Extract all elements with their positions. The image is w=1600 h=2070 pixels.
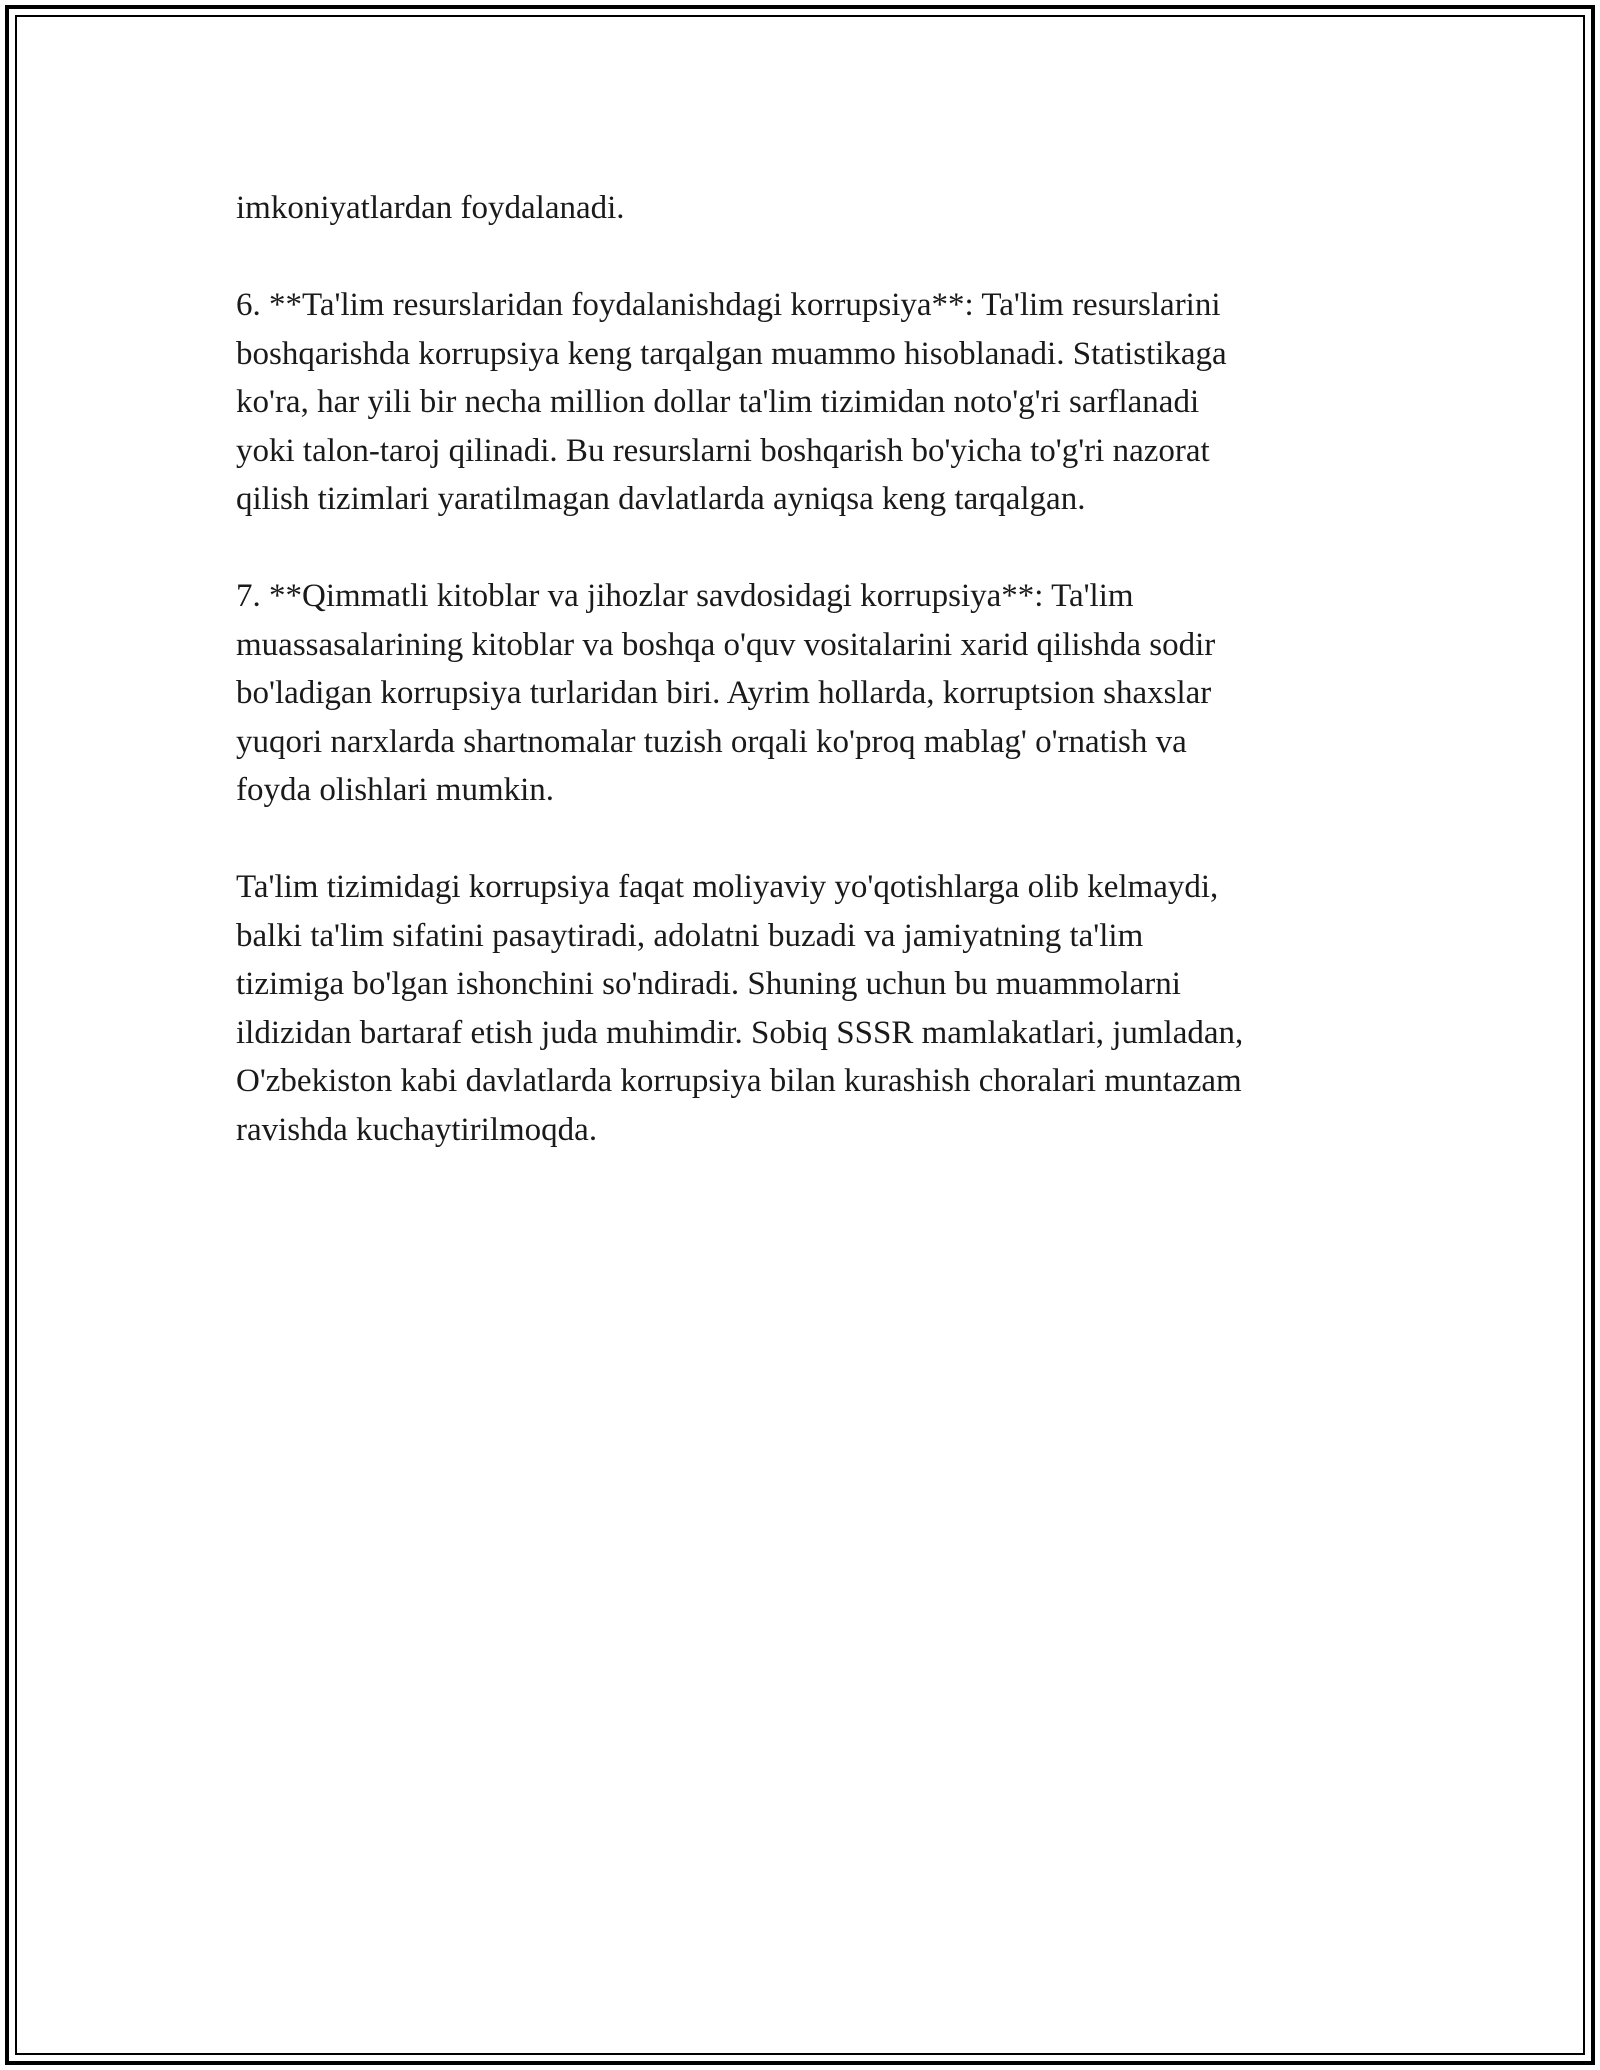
paragraph-item-7: 7. **Qimmatli kitoblar va jihozlar savdosidagi korrupsiya**: Ta'lim muassasalarining kitoblar va boshqa o'quv vositalarini xarid qilishda sodir bo'ladigan korrupsiya turlaridan biri. Ayrim hollarda, korruptsion shaxslar yuqori narxlarda shartnomalar tuzish orqali ko'proq mablag' o'rnatish va foyda olishlari mumkin. — [236, 578, 1216, 808]
paragraph-conclusion: Ta'lim tizimidagi korrupsiya faqat moliyaviy yo'qotishlarga olib kelmaydi, balki ta'lim sifatini pasaytiradi, adolatni buzadi va jamiyatning ta'lim tizimiga bo'lgan ishonchini so'ndiradi. Shuning uchun bu muammolarni ildizidan bartaraf etish juda muhimdir. Sobiq SSSR mamlakatlari, jumladan, O'zbekiston kabi davlatlarda korrupsiya bilan kurashish choralari muntazam ravishda kuchaytirilmoqda. — [236, 869, 1244, 1148]
document-body — [236, 184, 1376, 1203]
paragraph-item-6: 6. **Ta'lim resurslaridan foydalanishdagi korrupsiya**: Ta'lim resurslarini boshqarishda korrupsiya keng tarqalgan muammo hisoblanadi. Statistikaga ko'ra, har yili bir necha million dollar ta'lim tizimidan noto'g'ri sarflanadi yoki talon-taroj qilinadi. Bu resurslarni boshqarish bo'yicha to'g'ri nazorat qilish tizimlari yaratilmagan davlatlarda ayniqsa keng tarqalgan. — [236, 287, 1227, 517]
paragraph-continuation: imkoniyatlardan foydalanadi. — [236, 190, 625, 226]
